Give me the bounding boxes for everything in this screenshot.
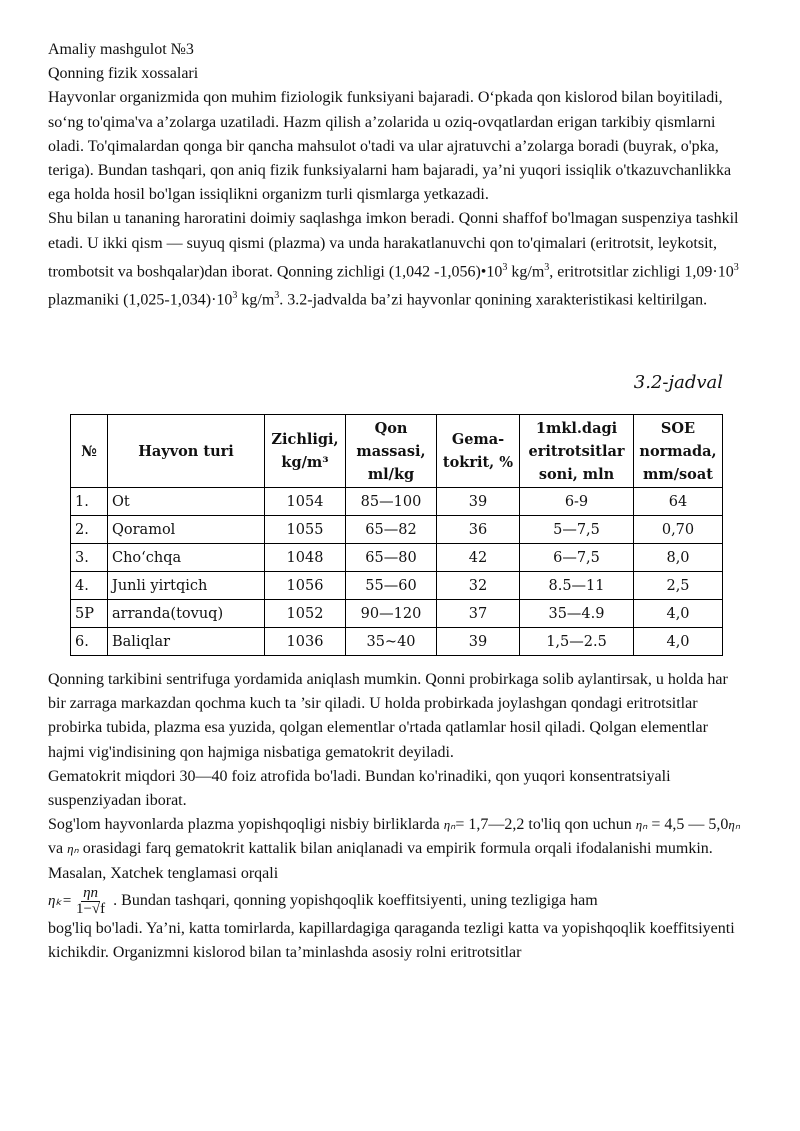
table-row (71, 628, 723, 656)
p5-text-e: orasidagi farq gematokrit kattalik bilan aniqlanadi va empirik formula orqali ifodalanishi mumkin. Masalan, Xatchek tenglamasi orqali (48, 840, 713, 882)
cell-hematocrit: 42 (437, 544, 520, 572)
formula-denominator: 1−√f (75, 900, 106, 917)
page-title: Amaliy mashgulot №3 (48, 41, 194, 58)
cell-density: 1052 (265, 600, 346, 628)
cell-hematocrit: 36 (437, 516, 520, 544)
cell-number: 5P (71, 600, 108, 628)
p2-text-e: kg/m (237, 291, 275, 309)
formula-line (48, 886, 748, 917)
cell-number: 6. (71, 628, 108, 656)
p2-sup-5: 3 (274, 290, 280, 302)
blood-characteristics-table (70, 414, 723, 656)
cell-blood-mass: 55—60 (346, 572, 437, 600)
p2-text-c: , eritrotsitlar zichligi 1,09·10 (549, 263, 734, 281)
intro-paragraph-1: Hayvonlar organizmida qon muhim fiziologik funksiyani bajaradi. O‘pkada qon kislorod bilan boyitiladi, so‘ng to'qima'va a’zolarga uzatiladi. Hazm qilish a’zolarida u oziq-ovqatlardan erigan tarkibiy qismlarni oladi. To'qimalardan qonga bir qancha mahsulot o'tadi va ular ajratuvchi a’zolarga boradi (buyrak, o'pka, teriga). Bundan tashqari, qon aniq fizik funksiyalarni ham bajaradi, ya’ni yuqori issiqlik o'tkazuvchanlikka ega holda hosil bo'lgan issiqlikni organizm turli qismlarga yetkazadi. (48, 89, 732, 204)
p2-sup-4: 3 (232, 290, 238, 302)
cell-number: 3. (71, 544, 108, 572)
body-paragraph-5 (48, 813, 748, 886)
table-caption: 3.2-jadval (633, 372, 723, 393)
cell-erythrocytes: 8.5—11 (520, 572, 634, 600)
header-number: № (71, 415, 108, 488)
eta-symbol: ηₙ (443, 817, 456, 833)
cell-erythrocytes: 1,5—2.5 (520, 628, 634, 656)
cell-erythrocytes: 6-9 (520, 488, 634, 516)
cell-hematocrit: 37 (437, 600, 520, 628)
cell-density: 1036 (265, 628, 346, 656)
body-paragraph-4: Gematokrit miqdori 30—40 foiz atrofida bo'ladi. Bundan ko'rinadiki, qon yuqori konsentratsiyali suspenziyadan iborat. (48, 767, 671, 810)
table-row (71, 572, 723, 600)
table-row (71, 600, 723, 628)
body-paragraph-3: Qonning tarkibini sentrifuga yordamida aniqlash mumkin. Qonni probirkaga solib aylantirsak, u holda har bir zarraga markazdan qochma kuch ta ’sir qiladi. U holda probirkada joylashgan qondagi eritrotsitlar probirka tubida, plazma esa yuzida, qolgan elementlar o'rtada qatlamlar hosil qiladi. Qolgan elementlar hajmi vig'indisining qon hajmiga nisbatiga gematokrit deyiladi. (48, 671, 728, 761)
table-header-row (71, 415, 723, 488)
cell-erythrocytes: 6—7,5 (520, 544, 634, 572)
p2-text-b: kg/m (507, 263, 545, 281)
body-paragraph-6: bog'liq bo'ladi. Ya’ni, katta tomirlarda, kapillardagiga qaraganda tezligi katta va yopishqoqlik koeffitsiyenti kichikdir. Organizmni kislorod bilan ta’minlashda asosiy rolni eritrotsitlar (48, 919, 735, 962)
cell-hematocrit: 39 (437, 628, 520, 656)
cell-esr: 0,70 (634, 516, 723, 544)
p2-text-a: Shu bilan u tananing haroratini doimiy saqlashga imkon beradi. Qonni shaffof bo'lmagan suspenziya tashkil etadi. U ikki qism — suyuq qismi (plazma) va unda harakatlanuvchi qon to'qimalari (eritrotsit, leykotsit, trombotsit va boshqalar)dan iborat. Qonning zichligi (1,042 -1,056)•10 (48, 210, 739, 281)
intro-paragraph-2 (48, 207, 748, 312)
cell-hematocrit: 39 (437, 488, 520, 516)
table-row (71, 516, 723, 544)
eta-symbol: ηₙ (728, 817, 741, 833)
cell-animal: Qoramol (108, 516, 265, 544)
header-hematocrit: Gema- tokrit, % (437, 415, 520, 488)
eta-symbol: ηₙ (635, 817, 648, 833)
eta-symbol: ηₙ (67, 841, 79, 857)
header-blood-mass: Qon massasi, ml/kg (346, 415, 437, 488)
cell-blood-mass: 65—80 (346, 544, 437, 572)
cell-density: 1055 (265, 516, 346, 544)
cell-erythrocytes: 35—4.9 (520, 600, 634, 628)
cell-number: 4. (71, 572, 108, 600)
body-section (48, 668, 748, 965)
header-erythrocytes: 1mkl.dagi eritrotsitlar soni, mln (520, 415, 634, 488)
cell-blood-mass: 90—120 (346, 600, 437, 628)
intro-section (48, 38, 748, 313)
cell-hematocrit: 32 (437, 572, 520, 600)
cell-esr: 2,5 (634, 572, 723, 600)
header-esr: SOE normada, mm/soat (634, 415, 723, 488)
p2-sup-1: 3 (502, 261, 508, 273)
p5-text-d: va (48, 840, 68, 858)
cell-erythrocytes: 5—7,5 (520, 516, 634, 544)
cell-esr: 4,0 (634, 600, 723, 628)
p2-text-f: . 3.2-jadvalda ba’zi hayvonlar qonining xarakteristikasi keltirilgan. (279, 291, 708, 309)
cell-blood-mass: 85—100 (346, 488, 437, 516)
cell-number: 1. (71, 488, 108, 516)
p5-text-f: . Bundan tashqari, qonning yopishqoqlik koeffitsiyenti, uning tezligiga ham (113, 892, 598, 910)
formula-numerator: ηn (83, 884, 99, 901)
cell-animal: Cho‘chqa (108, 544, 265, 572)
p2-sup-3: 3 (733, 261, 739, 273)
cell-esr: 8,0 (634, 544, 723, 572)
formula-fraction (74, 886, 107, 917)
hatchek-formula (48, 886, 107, 917)
cell-esr: 4,0 (634, 628, 723, 656)
p2-text-d: plazmaniki (1,025-1,034)·10 (48, 291, 233, 309)
cell-animal: Ot (108, 488, 265, 516)
formula-lhs: ηₖ= (48, 893, 72, 910)
table-row (71, 544, 723, 572)
p5-text-b: = 1,7—2,2 to'liq qon uchun (455, 816, 636, 834)
cell-animal: Baliqlar (108, 628, 265, 656)
header-animal-type: Hayvon turi (108, 415, 265, 488)
table-row (71, 488, 723, 516)
cell-esr: 64 (634, 488, 723, 516)
p2-sup-2: 3 (544, 261, 550, 273)
cell-animal: Junli yirtqich (108, 572, 265, 600)
cell-blood-mass: 65—82 (346, 516, 437, 544)
page-subtitle: Qonning fizik xossalari (48, 65, 199, 83)
cell-density: 1048 (265, 544, 346, 572)
p5-text-c: = 4,5 — 5,0 (647, 816, 729, 834)
cell-density: 1056 (265, 572, 346, 600)
cell-animal: arranda(tovuq) (108, 600, 265, 628)
cell-density: 1054 (265, 488, 346, 516)
p5-text-a: Sog'lom hayvonlarda plazma yopishqoqligi nisbiy birliklarda (48, 816, 444, 834)
header-density: Zichligi, kg/m³ (265, 415, 346, 488)
cell-number: 2. (71, 516, 108, 544)
cell-blood-mass: 35~40 (346, 628, 437, 656)
